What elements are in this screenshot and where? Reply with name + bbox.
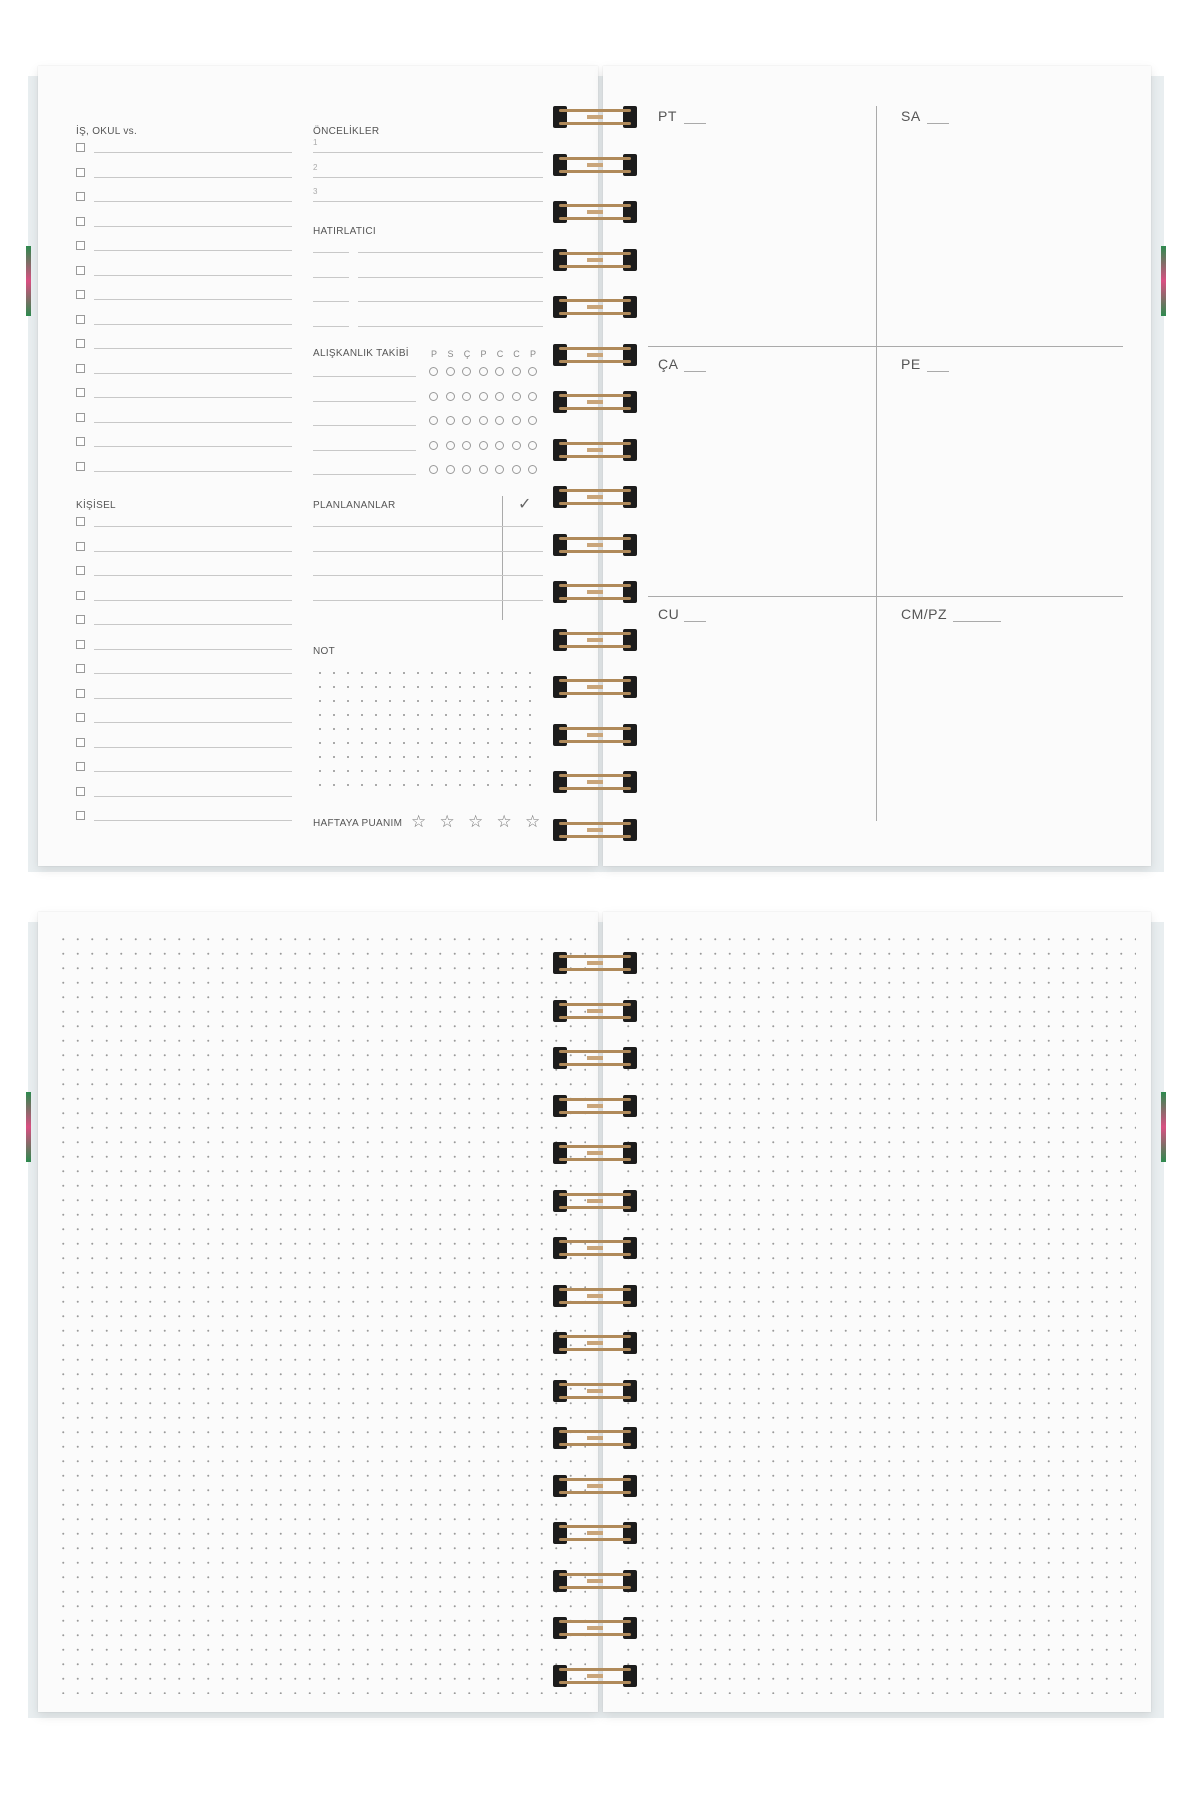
task-line[interactable] — [94, 152, 292, 153]
ring-wire-top — [559, 537, 631, 540]
day-label: CM/PZ — [901, 606, 948, 622]
dot-grid-left[interactable] — [56, 932, 586, 1694]
ring-wire-middle — [587, 400, 603, 404]
ring-wire-bottom — [559, 1063, 631, 1066]
spiral-ring-icon — [553, 724, 637, 746]
day-date-line[interactable] — [953, 621, 1001, 622]
spiral-ring-icon — [553, 1380, 637, 1402]
ring-wire-bottom — [559, 1158, 631, 1161]
ring-wire-bottom — [559, 1111, 631, 1114]
rating-title: HAFTAYA PUANIM — [313, 818, 403, 829]
ring-wire-middle — [587, 210, 603, 214]
ring-wire-bottom — [559, 692, 631, 695]
ring-wire-middle — [587, 163, 603, 167]
ring-wire-top — [559, 822, 631, 825]
spiral-ring-icon — [553, 1237, 637, 1259]
ring-wire-bottom — [559, 1538, 631, 1541]
ring-wire-top — [559, 1478, 631, 1481]
ring-wire-bottom — [559, 1443, 631, 1446]
circle-outline-icon[interactable] — [528, 441, 537, 450]
circle-outline-icon[interactable] — [512, 392, 521, 401]
reminder-time-line[interactable] — [313, 301, 349, 302]
planned-line[interactable] — [313, 551, 543, 552]
checkbox[interactable] — [76, 689, 85, 698]
circle-outline-icon[interactable] — [495, 367, 504, 376]
task-line[interactable] — [94, 722, 292, 723]
ring-wire-top — [559, 1335, 631, 1338]
ring-wire-middle — [587, 1674, 603, 1678]
ring-wire-top — [559, 109, 631, 112]
spiral-ring-icon — [553, 581, 637, 603]
circle-outline-icon[interactable] — [462, 416, 471, 425]
day-label: SA — [901, 108, 921, 124]
ring-wire-bottom — [559, 1491, 631, 1494]
reminder-time-line[interactable] — [313, 252, 349, 253]
checkbox[interactable] — [76, 566, 85, 575]
ring-wire-bottom — [559, 1681, 631, 1684]
spiral-ring-icon — [553, 1617, 637, 1639]
week-horizontal-divider-2 — [648, 596, 1123, 597]
task-line[interactable] — [94, 526, 292, 527]
ring-wire-middle — [587, 1104, 603, 1108]
spiral-ring-icon — [553, 296, 637, 318]
task-line[interactable] — [94, 575, 292, 576]
reminder-text-line[interactable] — [358, 252, 543, 253]
reminder-title: HATIRLATICI — [313, 226, 376, 237]
dotted-spread — [28, 912, 1164, 1712]
planner-left-page — [38, 66, 598, 866]
checkbox[interactable] — [76, 640, 85, 649]
task-line[interactable] — [94, 471, 292, 472]
spiral-ring-icon — [553, 819, 637, 841]
circle-outline-icon[interactable] — [429, 416, 438, 425]
circle-outline-icon[interactable] — [446, 392, 455, 401]
circle-outline-icon[interactable] — [429, 392, 438, 401]
personal-section-title: KİŞİSEL — [76, 500, 116, 511]
priorities-title: ÖNCELİKLER — [313, 126, 380, 137]
ring-wire-bottom — [559, 1016, 631, 1019]
spiral-ring-icon — [553, 1190, 637, 1212]
checkbox[interactable] — [76, 168, 85, 177]
ring-wire-top — [559, 394, 631, 397]
task-line[interactable] — [94, 673, 292, 674]
ring-wire-bottom — [559, 597, 631, 600]
ring-wire-top — [559, 299, 631, 302]
reminder-time-line[interactable] — [313, 277, 349, 278]
ring-wire-bottom — [559, 968, 631, 971]
spiral-ring-icon — [553, 344, 637, 366]
ring-wire-bottom — [559, 170, 631, 173]
spiral-ring-icon — [553, 1570, 637, 1592]
ring-wire-top — [559, 679, 631, 682]
planned-line[interactable] — [313, 600, 543, 601]
checkbox[interactable] — [76, 615, 85, 624]
ring-wire-bottom — [559, 312, 631, 315]
cover-tab-left — [26, 1092, 31, 1162]
circle-outline-icon[interactable] — [462, 441, 471, 450]
spiral-ring-icon — [553, 1475, 637, 1497]
weekly-page — [603, 66, 1151, 866]
ring-wire-top — [559, 1620, 631, 1623]
ring-wire-middle — [587, 1389, 603, 1393]
ring-wire-middle — [587, 638, 603, 642]
ring-wire-middle — [587, 1151, 603, 1155]
priority-line[interactable] — [313, 177, 543, 178]
checkbox[interactable] — [76, 591, 85, 600]
week-horizontal-divider-1 — [648, 346, 1123, 347]
habit-name-line[interactable] — [313, 376, 416, 377]
ring-wire-top — [559, 1003, 631, 1006]
task-line[interactable] — [94, 698, 292, 699]
task-line[interactable] — [94, 348, 292, 349]
task-line[interactable] — [94, 397, 292, 398]
ring-wire-bottom — [559, 1206, 631, 1209]
checkbox[interactable] — [76, 339, 85, 348]
ring-wire-middle — [587, 448, 603, 452]
checkmark-icon: ✓ — [518, 496, 532, 513]
circle-outline-icon[interactable] — [528, 416, 537, 425]
task-line[interactable] — [94, 250, 292, 251]
day-date-line[interactable] — [684, 371, 706, 372]
ring-wire-middle — [587, 1484, 603, 1488]
checkbox[interactable] — [76, 762, 85, 771]
week-vertical-divider — [876, 106, 877, 821]
task-line[interactable] — [94, 747, 292, 748]
day-date-line[interactable] — [684, 123, 706, 124]
circle-outline-icon[interactable] — [495, 465, 504, 474]
ring-wire-middle — [587, 543, 603, 547]
ring-wire-top — [559, 1383, 631, 1386]
spiral-ring-icon — [553, 486, 637, 508]
habit-name-line[interactable] — [313, 425, 416, 426]
spiral-ring-icon — [553, 201, 637, 223]
habit-name-line[interactable] — [313, 474, 416, 475]
ring-wire-bottom — [559, 1348, 631, 1351]
ring-wire-bottom — [559, 550, 631, 553]
spiral-ring-icon — [553, 1285, 637, 1307]
dotted-right-page — [603, 912, 1151, 1712]
ring-wire-bottom — [559, 360, 631, 363]
ring-wire-middle — [587, 590, 603, 594]
ring-wire-bottom — [559, 455, 631, 458]
ring-wire-middle — [587, 733, 603, 737]
day-label: PT — [658, 108, 677, 124]
habit-name-line[interactable] — [313, 450, 416, 451]
habit-name-line[interactable] — [313, 401, 416, 402]
habit-day-label: S — [447, 349, 454, 359]
task-line[interactable] — [94, 624, 292, 625]
ring-wire-top — [559, 1288, 631, 1291]
note-title: NOT — [313, 646, 336, 657]
checkbox[interactable] — [76, 388, 85, 397]
checkbox[interactable] — [76, 787, 85, 796]
task-line[interactable] — [94, 820, 292, 821]
reminder-text-line[interactable] — [358, 301, 543, 302]
day-label: ÇA — [658, 356, 679, 372]
task-line[interactable] — [94, 201, 292, 202]
checkbox[interactable] — [76, 811, 85, 820]
spiral-ring-icon — [553, 1047, 637, 1069]
circle-outline-icon[interactable] — [429, 441, 438, 450]
spiral-ring-icon — [553, 1427, 637, 1449]
task-line[interactable] — [94, 275, 292, 276]
spiral-ring-icon — [553, 439, 637, 461]
ring-wire-middle — [587, 258, 603, 262]
habit-day-label: C — [513, 349, 520, 359]
ring-wire-top — [559, 1430, 631, 1433]
star-outline-icon[interactable]: ☆ — [525, 812, 541, 831]
ring-wire-top — [559, 632, 631, 635]
star-outline-icon[interactable]: ☆ — [496, 812, 512, 831]
work-section-title: İŞ, OKUL vs. — [76, 126, 138, 137]
habit-tracker-title: ALIŞKANLIK TAKİBİ — [313, 348, 409, 359]
ring-wire-top — [559, 157, 631, 160]
task-line[interactable] — [94, 796, 292, 797]
ring-wire-top — [559, 1668, 631, 1671]
circle-outline-icon[interactable] — [495, 416, 504, 425]
ring-wire-middle — [587, 1009, 603, 1013]
ring-wire-middle — [587, 115, 603, 119]
cover-tab-left — [26, 246, 31, 316]
circle-outline-icon[interactable] — [479, 441, 488, 450]
ring-wire-bottom — [559, 645, 631, 648]
ring-wire-top — [559, 1098, 631, 1101]
ring-wire-middle — [587, 495, 603, 499]
ring-wire-bottom — [559, 217, 631, 220]
spiral-ring-icon — [553, 1095, 637, 1117]
circle-outline-icon[interactable] — [479, 392, 488, 401]
ring-wire-bottom — [559, 122, 631, 125]
ring-wire-middle — [587, 828, 603, 832]
circle-outline-icon[interactable] — [479, 465, 488, 474]
planned-line[interactable] — [313, 575, 543, 576]
checkbox[interactable] — [76, 241, 85, 250]
ring-wire-middle — [587, 685, 603, 689]
ring-wire-top — [559, 489, 631, 492]
checkbox[interactable] — [76, 315, 85, 324]
ring-wire-top — [559, 1050, 631, 1053]
spiral-ring-icon — [553, 249, 637, 271]
ring-wire-middle — [587, 1579, 603, 1583]
ring-wire-bottom — [559, 1586, 631, 1589]
task-line[interactable] — [94, 373, 292, 374]
spiral-ring-icon — [553, 1332, 637, 1354]
ring-wire-bottom — [559, 1396, 631, 1399]
ring-wire-bottom — [559, 1633, 631, 1636]
ring-wire-middle — [587, 1294, 603, 1298]
circle-outline-icon[interactable] — [429, 465, 438, 474]
ring-wire-bottom — [559, 502, 631, 505]
ring-wire-middle — [587, 961, 603, 965]
dot-grid-right[interactable] — [621, 932, 1136, 1694]
ring-wire-bottom — [559, 835, 631, 838]
ring-wire-middle — [587, 1531, 603, 1535]
habit-day-label: P — [480, 349, 487, 359]
circle-outline-icon[interactable] — [462, 392, 471, 401]
ring-wire-middle — [587, 780, 603, 784]
priority-line[interactable] — [313, 152, 543, 153]
spiral-ring-icon — [553, 771, 637, 793]
circle-outline-icon[interactable] — [495, 392, 504, 401]
ring-wire-bottom — [559, 407, 631, 410]
ring-wire-bottom — [559, 740, 631, 743]
spiral-ring-icon — [553, 391, 637, 413]
planned-title: PLANLANANLAR — [313, 500, 396, 511]
checkbox[interactable] — [76, 437, 85, 446]
checkbox[interactable] — [76, 664, 85, 673]
habit-day-label: P — [430, 349, 437, 359]
task-line[interactable] — [94, 551, 292, 552]
ring-wire-middle — [587, 1341, 603, 1345]
day-date-line[interactable] — [684, 621, 706, 622]
spiral-ring-icon — [553, 676, 637, 698]
day-label: PE — [901, 356, 921, 372]
reminder-text-line[interactable] — [358, 277, 543, 278]
spiral-ring-icon — [553, 534, 637, 556]
task-line[interactable] — [94, 649, 292, 650]
planner-spread — [28, 66, 1164, 866]
circle-outline-icon[interactable] — [512, 367, 521, 376]
spiral-ring-icon — [553, 154, 637, 176]
dotted-left-page — [38, 912, 598, 1712]
habit-day-label: Ç — [463, 349, 471, 359]
ring-wire-top — [559, 1193, 631, 1196]
ring-wire-top — [559, 204, 631, 207]
circle-outline-icon[interactable] — [479, 416, 488, 425]
ring-wire-bottom — [559, 265, 631, 268]
checkbox[interactable] — [76, 462, 85, 471]
circle-outline-icon[interactable] — [446, 416, 455, 425]
task-line[interactable] — [94, 299, 292, 300]
circle-outline-icon[interactable] — [495, 441, 504, 450]
cover-tab-right — [1161, 1092, 1166, 1162]
task-line[interactable] — [94, 600, 292, 601]
spiral-ring-icon — [553, 629, 637, 651]
spiral-ring-icon — [553, 952, 637, 974]
ring-wire-top — [559, 1145, 631, 1148]
checkbox[interactable] — [76, 517, 85, 526]
circle-outline-icon[interactable] — [446, 367, 455, 376]
checkbox[interactable] — [76, 364, 85, 373]
spiral-ring-icon — [553, 1665, 637, 1687]
spiral-ring-icon — [553, 106, 637, 128]
ring-wire-top — [559, 727, 631, 730]
ring-wire-bottom — [559, 1253, 631, 1256]
priority-number: 3 — [313, 187, 318, 196]
ring-wire-bottom — [559, 787, 631, 790]
reminder-time-line[interactable] — [313, 326, 349, 327]
task-line[interactable] — [94, 771, 292, 772]
circle-outline-icon[interactable] — [462, 465, 471, 474]
ring-wire-middle — [587, 353, 603, 357]
ring-wire-top — [559, 1525, 631, 1528]
ring-wire-top — [559, 584, 631, 587]
ring-wire-middle — [587, 1199, 603, 1203]
reminder-text-line[interactable] — [358, 326, 543, 327]
checkbox[interactable] — [76, 266, 85, 275]
ring-wire-top — [559, 1240, 631, 1243]
checkbox[interactable] — [76, 290, 85, 299]
spiral-ring-icon — [553, 1000, 637, 1022]
circle-outline-icon[interactable] — [462, 367, 471, 376]
circle-outline-icon[interactable] — [446, 441, 455, 450]
ring-wire-middle — [587, 1056, 603, 1060]
circle-outline-icon[interactable] — [479, 367, 488, 376]
ring-wire-top — [559, 347, 631, 350]
task-line[interactable] — [94, 324, 292, 325]
priority-number: 2 — [313, 162, 318, 172]
task-line[interactable] — [94, 446, 292, 447]
ring-wire-top — [559, 442, 631, 445]
habit-day-label: C — [496, 349, 504, 359]
circle-outline-icon[interactable] — [528, 465, 537, 474]
spiral-ring-icon — [553, 1522, 637, 1544]
ring-wire-top — [559, 955, 631, 958]
circle-outline-icon[interactable] — [528, 392, 537, 401]
ring-wire-middle — [587, 1246, 603, 1250]
ring-wire-middle — [587, 1626, 603, 1630]
ring-wire-top — [559, 774, 631, 777]
circle-outline-icon[interactable] — [528, 367, 537, 376]
checkbox[interactable] — [76, 738, 85, 747]
day-date-line[interactable] — [927, 371, 949, 372]
circle-outline-icon[interactable] — [512, 416, 521, 425]
cover-tab-right — [1161, 246, 1166, 316]
task-line[interactable] — [94, 226, 292, 227]
circle-outline-icon[interactable] — [446, 465, 455, 474]
note-dot-grid[interactable] — [313, 666, 535, 796]
circle-outline-icon[interactable] — [512, 465, 521, 474]
checkbox[interactable] — [76, 143, 85, 152]
star-outline-icon[interactable]: ☆ — [439, 812, 455, 831]
checkbox[interactable] — [76, 217, 85, 226]
day-date-line[interactable] — [927, 123, 949, 124]
ring-wire-middle — [587, 305, 603, 309]
task-line[interactable] — [94, 177, 292, 178]
task-line[interactable] — [94, 422, 292, 423]
checkbox[interactable] — [76, 713, 85, 722]
spiral-ring-icon — [553, 1142, 637, 1164]
priority-line[interactable] — [313, 201, 543, 202]
checkbox[interactable] — [76, 542, 85, 551]
circle-outline-icon[interactable] — [429, 367, 438, 376]
ring-wire-top — [559, 1573, 631, 1576]
checkbox[interactable] — [76, 192, 85, 201]
circle-outline-icon[interactable] — [512, 441, 521, 450]
ring-wire-bottom — [559, 1301, 631, 1304]
ring-wire-middle — [587, 1436, 603, 1440]
checkbox[interactable] — [76, 413, 85, 422]
day-label: CU — [658, 606, 680, 622]
planned-line[interactable] — [313, 526, 543, 527]
priority-number: 1 — [313, 138, 318, 147]
star-outline-icon[interactable]: ☆ — [468, 812, 484, 831]
planned-divider — [502, 496, 503, 620]
habit-day-label: P — [529, 349, 536, 359]
star-outline-icon[interactable]: ☆ — [411, 812, 427, 831]
ring-wire-top — [559, 252, 631, 255]
